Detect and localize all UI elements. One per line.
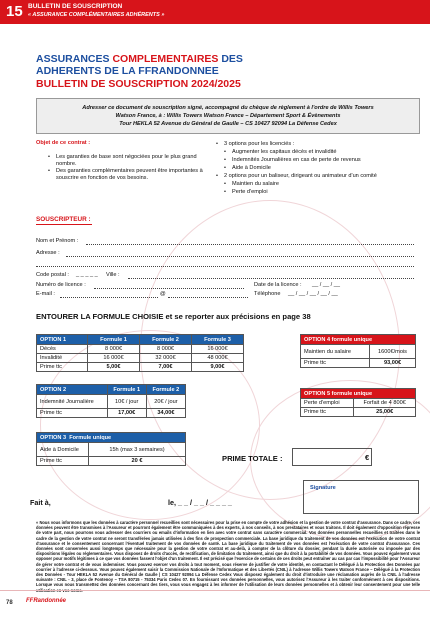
footer-divider: [0, 590, 430, 591]
list-item: • Aide à Domicile: [216, 164, 416, 172]
notice-line: Adresser ce document de souscription signé, accompagné du chèque de règlement à l'ordre de Willis Towers: [82, 105, 374, 111]
formula-cell[interactable]: 20 €: [89, 457, 186, 466]
list-item: • Maintien du salaire: [216, 180, 416, 188]
adresse-label: Adresse :: [36, 250, 60, 256]
total-currency: €: [365, 453, 370, 462]
notice-line: Watson France, à : Willis Towers Watson France – Département Sport & Évènements: [115, 113, 341, 119]
row-label: Perte d'emploi: [301, 399, 354, 408]
page-number: 15: [6, 3, 23, 20]
licence-num-label: Numéro de licence :: [36, 282, 86, 288]
option2-table: [36, 384, 186, 418]
formula-cell[interactable]: 15h (max 3 semaines): [89, 443, 186, 457]
signature-label: Signature: [310, 485, 336, 491]
formula-cell[interactable]: 16 000€: [191, 345, 243, 354]
title-line1: ASSURANCES COMPLEMENTAIRES DES: [36, 53, 243, 65]
band-title: BULLETIN DE SOUSCRIPTION: [28, 3, 123, 10]
formula-cell[interactable]: 34,00€: [146, 409, 185, 418]
formula-cell[interactable]: 7,00€: [140, 363, 192, 372]
row-label: Prime ttc: [301, 359, 370, 368]
table-row: [37, 345, 244, 354]
option3-table: [36, 432, 186, 466]
code-postal-field[interactable]: _ _ _ _ _: [76, 272, 98, 278]
table-header: Formule 1: [88, 335, 140, 345]
souscripteur-heading: SOUSCRIPTEUR :: [36, 216, 91, 223]
list-item: • Les garanties de base sont négociées pour le plus grand nombre.: [48, 154, 208, 168]
table-header: Formule 2: [146, 385, 185, 395]
list-item: • 3 options pour les licenciés :: [216, 140, 416, 148]
telephone-field[interactable]: __ / __ / __ / __ / __: [288, 291, 338, 297]
heading-underline: [36, 224, 92, 225]
table-row: [37, 443, 186, 457]
at-sign: @: [160, 291, 166, 297]
telephone-label: Téléphone: [254, 291, 281, 297]
formula-cell[interactable]: 9,00€: [191, 363, 243, 372]
table-row: [37, 354, 244, 363]
row-label: Indemnité Journalière: [37, 395, 108, 409]
formula-cell[interactable]: 32 000€: [140, 354, 192, 363]
list-item: • Des garanties complémentaires peuvent être importantes à souscrire en fonction de vos besoins.: [48, 168, 208, 182]
objet-left-list: [48, 154, 208, 182]
date-licence-field[interactable]: __ / __ / __: [312, 282, 340, 288]
code-postal-label: Code postal :: [36, 272, 69, 278]
legal-notice: « Nous vous informons que les données à caractère personnel recueillies sont nécessaires pour la prise en compte de votre adhésion et la gestion de votre contrat d'assurance. Dans ce cadre, ces données peuvent être transmises à l'Assureur et pourront également être communiquées à des experts, à nos conseils, à nos prestataires et vous traitons. Il doit également d'opposition répresse de votre part, nous pourrons vous adresser des courriers ou emails d'information en lien avec votre contrat sans caractère commercial. Vos données personnelles recueillies et traitées dans le cadre de la gestion de votre contrat ne seront transférées jamais utilisées à des fins de prospection commerciale. La base juridique du traitement de vos données est l'exécution de votre contrat d'assurance et le consentement concernant l'éventuel traitement de vos données de santé. La base juridique du traitement de vos données est l'exécution de votre contrat d'assurance. Ces données sont conservées aussi longtemps que nécessaire pour la gestion de votre contrat et au-delà, à compter de la clôture du dossier, pendant la durée autorisée ou imposée par des dispositions légales ou réglementaires. Vous disposez de droits d'accès, de rectification, de limitation du traitement, ainsi que du droit à la portabilité de vos données. Vous pouvez également vous opposer pour motifs légitimes à ce que vos données fassent l'objet d'un traitement. Il est précisé que l'exercice de certains de ces droits peut entraîner au cas par cas l'impossibilité pour l'Assureur de gérer votre contrat et de vous indemniser. Vous pouvez exercer vos droits à tout moment, sous réserve de justifier de votre identité, en contactant le Délégué à la Protection des Données par courrier à l'adresse ci-dessous. Vous pouvez également saisir la Commission Nationale de l'Informatique et des Libertés (CNIL) à l'adresse Willis Towers Watson France – Délégué à la Protection des Données - Tour HEKLA 52 Avenue du Général de Gaulle | CS 10427 92094 La Défense Cedex Vous disposez également du droit d'introduire une réclamation auprès de la CNIL à l'adresse suivante : CNIL - 3, place de Fontenoy – TSA 80715 - 75334 Paris Cedex 07. En fournissant vos données personnelles, vous autorisez l'Assureur à les traiter conformément à ces dispositions. Lorsque vous nous transmettez des données concernant des tiers, vous vous engagez à les informer de l'utilisation de leurs données personnelles et à obtenir leur consentement pour une telle: [36, 520, 420, 588]
list-item: • Perte d'emploi: [216, 188, 416, 196]
formula-cell[interactable]: 16 000€: [88, 354, 140, 363]
adresse-field[interactable]: [66, 256, 414, 257]
table-header: Formule 3: [191, 335, 243, 345]
row-label: Prime ttc: [37, 457, 89, 466]
email-label: E-mail :: [36, 291, 55, 297]
total-field[interactable]: [292, 448, 372, 466]
formula-cell[interactable]: 5,00€: [88, 363, 140, 372]
table-row: [37, 395, 186, 409]
adresse-field-line2[interactable]: [36, 266, 414, 267]
objet-heading: Objet de ce contrat :: [36, 140, 91, 146]
objet-right-list: [216, 140, 416, 196]
choose-formula-instruction: ENTOURER LA FORMULE CHOISIE et se reporter aux précisions en page 38: [36, 312, 311, 321]
formula-cell[interactable]: 20€ / jour: [146, 395, 185, 409]
date-field[interactable]: le, _ _ / _ _ / _ _ _ _: [168, 498, 232, 507]
nom-field[interactable]: [86, 244, 414, 245]
notice-line: Tour HEKLA 52 Avenue du Général de Gaulle – CS 10427 92094 La Défense Cedex: [119, 121, 337, 127]
total-label: PRIME TOTALE :: [222, 454, 283, 463]
option5-table: [300, 388, 416, 417]
table-row: [37, 363, 244, 372]
date-licence-label: Date de la licence :: [254, 282, 302, 288]
table-row: [301, 345, 416, 359]
ffrandonnee-logo: FFRandonnée: [26, 598, 66, 604]
table-row: [37, 457, 186, 466]
table-row: [301, 359, 416, 368]
formula-cell[interactable]: 10€ / jour: [107, 395, 146, 409]
list-item: • Augmenter les capitaux décès et invalidité: [216, 148, 416, 156]
email-field-user[interactable]: [60, 297, 158, 298]
ville-label: Ville :: [106, 272, 120, 278]
licence-num-field[interactable]: [94, 288, 244, 289]
table-row: [301, 399, 416, 408]
row-label: Décès: [37, 345, 88, 354]
row-label: Prime ttc: [301, 408, 354, 417]
nom-label: Nom et Prénom :: [36, 238, 79, 244]
formula-cell[interactable]: 8 000€: [140, 345, 192, 354]
band-subtitle: « ASSURANCE COMPLÉMENTAIRES ADHÉRENTS »: [28, 12, 165, 18]
row-label: Invalidité: [37, 354, 88, 363]
table-row: [301, 408, 416, 417]
formula-cell[interactable]: Forfait de 4 800€: [354, 399, 416, 408]
formula-cell[interactable]: 48 000€: [191, 354, 243, 363]
table-header: OPTION 4 formule unique: [301, 335, 416, 345]
fait-a-field[interactable]: Fait à,: [30, 498, 51, 507]
formula-cell[interactable]: 8 000€: [88, 345, 140, 354]
table-header: OPTION 1: [37, 335, 88, 345]
footer-page-number: 78: [6, 600, 13, 606]
row-label: Prime ttc: [37, 409, 108, 418]
title-line2: ADHERENTS DE LA FFRANDONNEE: [36, 65, 219, 77]
row-label: Maintien du salaire: [301, 345, 370, 359]
option1-table: [36, 334, 244, 372]
row-label: Aide à Domicile: [37, 443, 89, 457]
table-header: OPTION 3 Formule unique: [37, 433, 186, 443]
formula-cell[interactable]: 93,00€: [370, 359, 416, 368]
title-line3: BULLETIN DE SOUSCRIPTION 2024/2025: [36, 78, 241, 90]
list-item: • Indemnités Journalières en cas de perte de revenus: [216, 156, 416, 164]
option4-table: [300, 334, 416, 368]
formula-cell[interactable]: 1600€/mois: [370, 345, 416, 359]
table-header: Formule 1: [107, 385, 146, 395]
table-header: OPTION 2: [37, 385, 108, 395]
row-label: Prime ttc: [37, 363, 88, 372]
table-row: [37, 409, 186, 418]
table-header: Formule 2: [140, 335, 192, 345]
formula-cell[interactable]: 25,00€: [354, 408, 416, 417]
formula-cell[interactable]: 17,00€: [107, 409, 146, 418]
list-item: • 2 options pour un baliseur, dirigeant ou animateur d'un comité: [216, 172, 416, 180]
ville-field[interactable]: [128, 278, 414, 279]
mailing-notice: [36, 98, 420, 134]
email-field-domain[interactable]: [168, 297, 248, 298]
table-header: OPTION 5 formule unique: [301, 389, 416, 399]
